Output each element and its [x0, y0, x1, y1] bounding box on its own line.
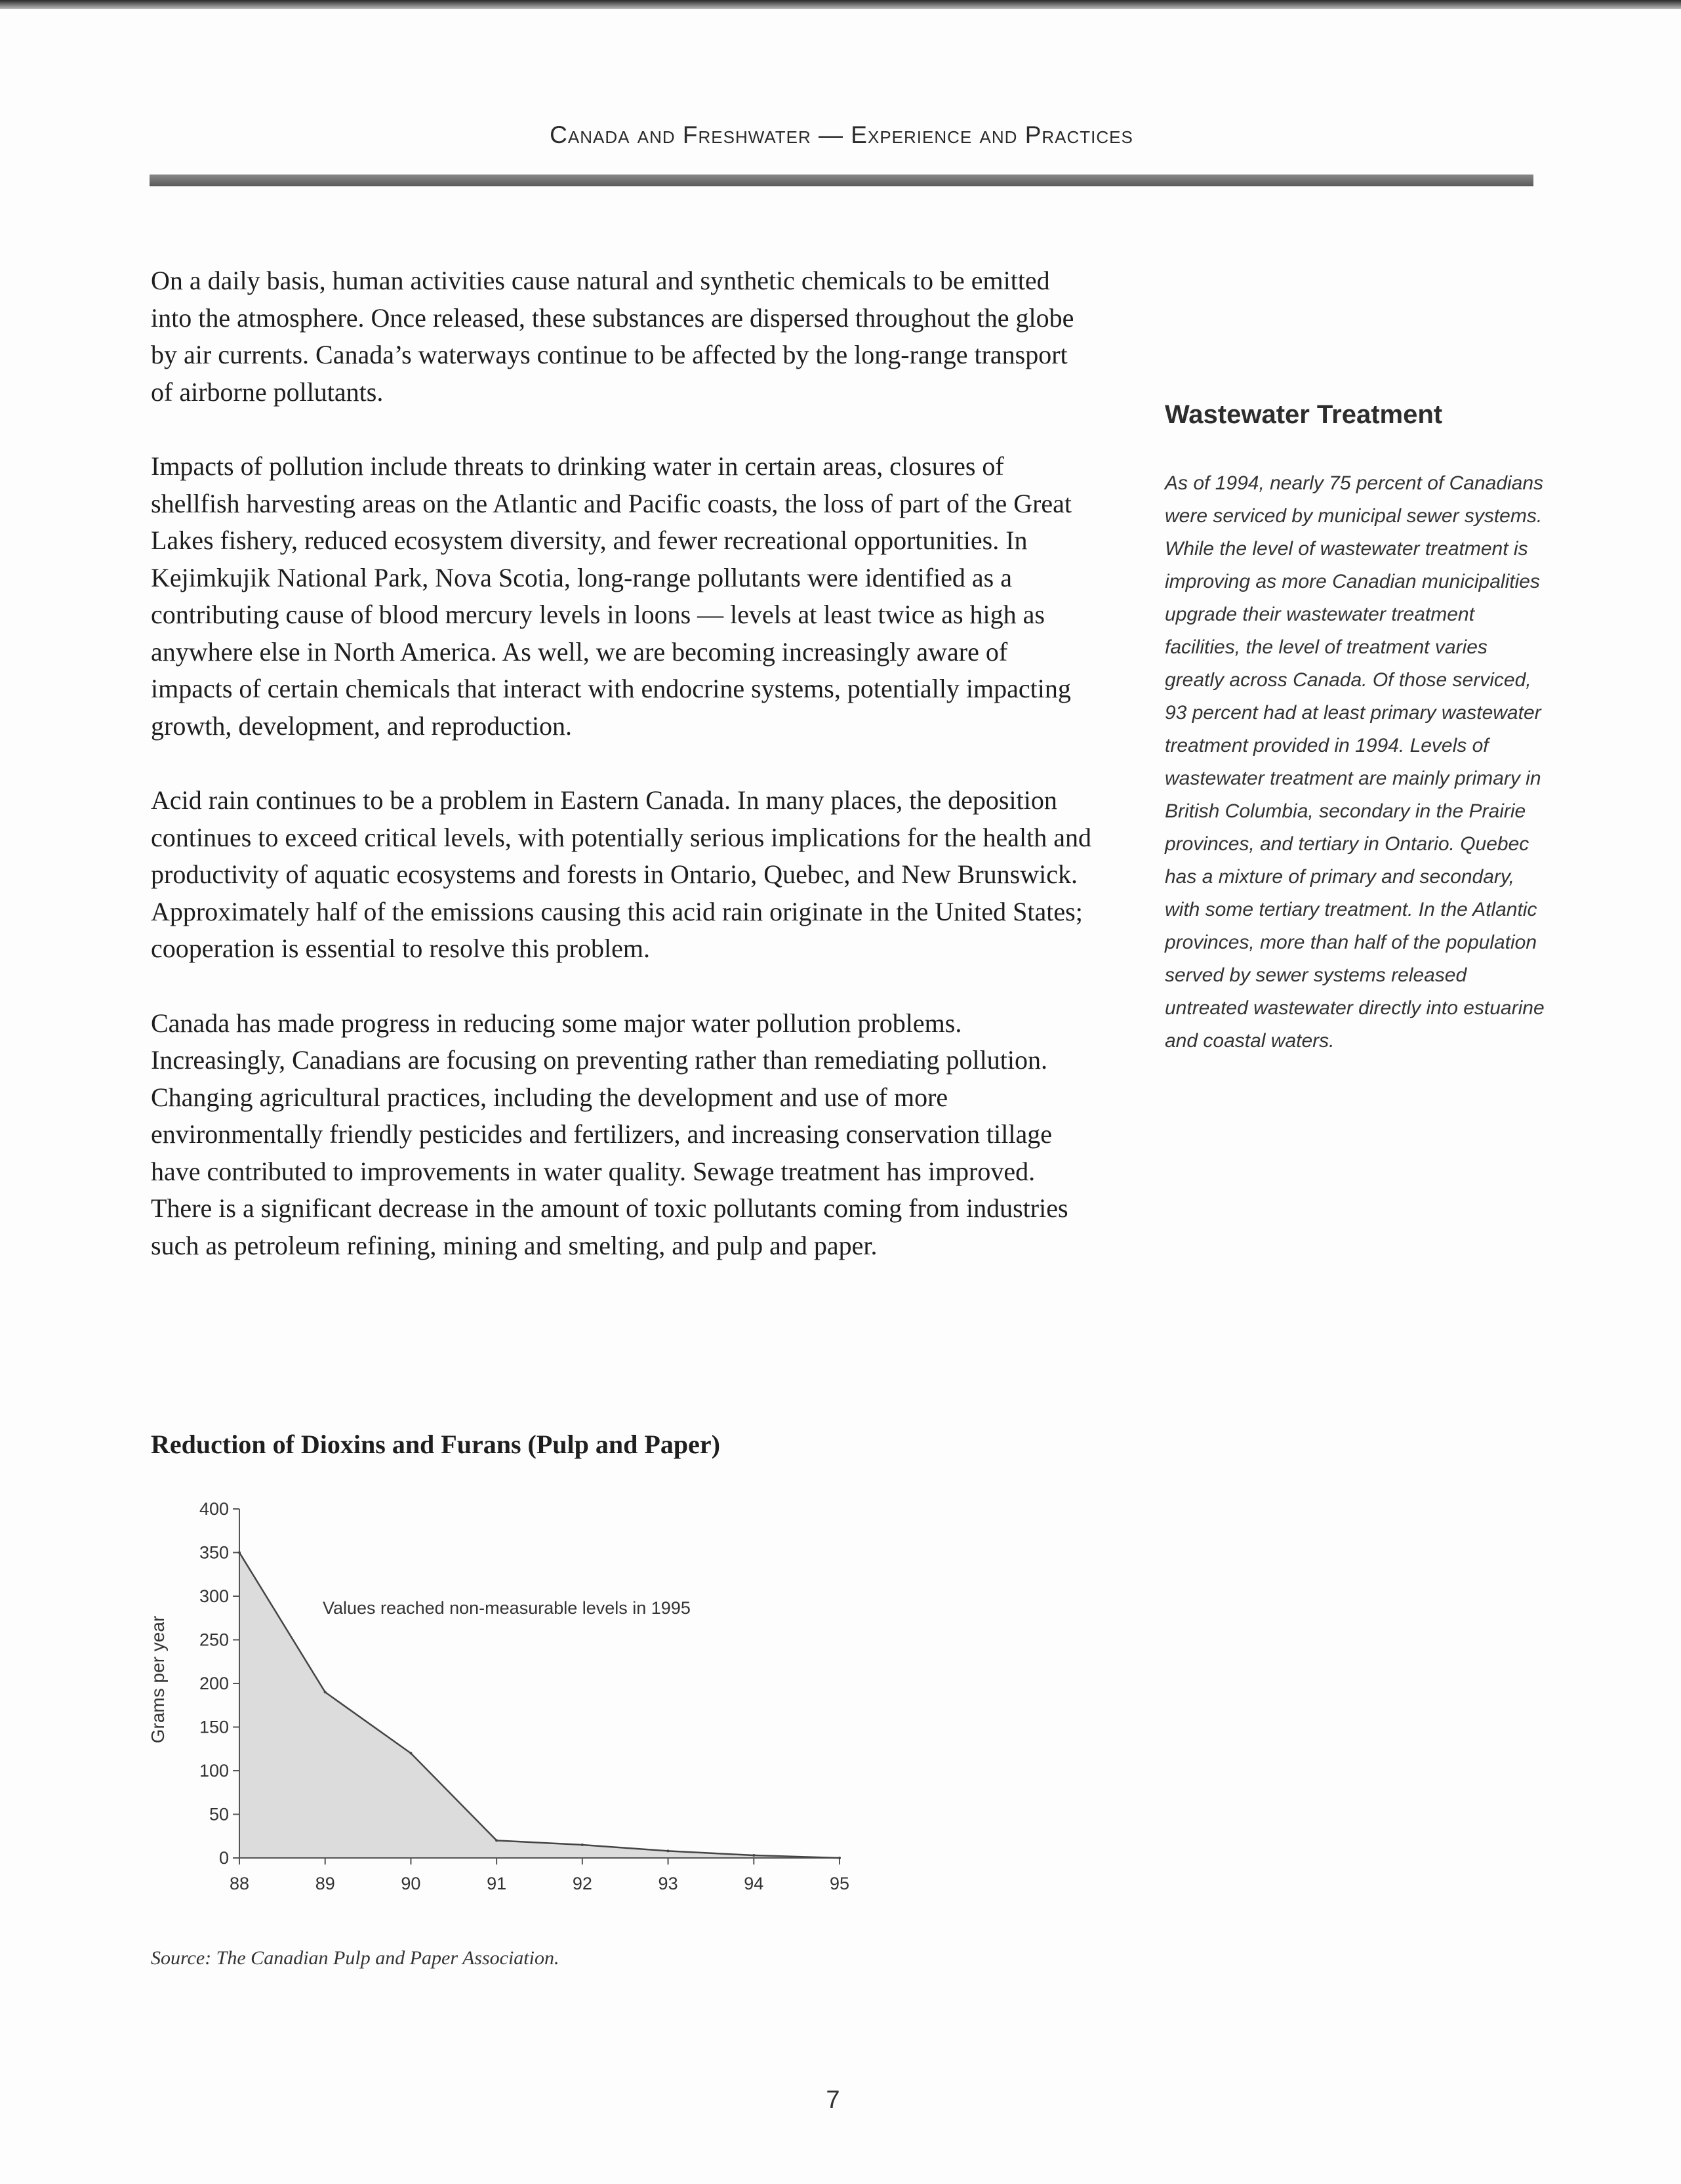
paragraph-4: Canada has made progress in reducing some major water pollution problems. Increasingly, Canadians are focusing on preventing rather than remediating pollution. Changing agricultural practices, including the development and use of more environmentally friendly pesticides and fertilizers, and increasing conservation tillage have contributed to improvements in water quality. Sewage treatment has improved. There is a significant decrease in the amount of toxic pollutants coming from industries such as petroleum refining, mining and smelting, and pulp and paper. — [151, 1008, 1068, 1260]
main-column — [151, 262, 1095, 1302]
header-rule — [150, 175, 1533, 186]
x-tick-label: 93 — [658, 1874, 678, 1893]
x-tick-label: 95 — [829, 1874, 850, 1893]
series — [238, 1509, 841, 1859]
y-tick-label: 50 — [209, 1804, 229, 1824]
y-tick-label: 300 — [199, 1586, 229, 1606]
paragraph-2: Impacts of pollution include threats to drinking water in certain areas, closures of shellfish harvesting areas on the Atlantic and Pacific coasts, the loss of part of the Great Lakes fishery, reduced ecosystem diversity, and fewer recreational opportunities. In Kejimkujik National Park, Nova Scotia, long-range pollutants were identified as a contributing cause of blood mercury levels in loons — levels at least twice as high as anywhere else in North America. As well, we are becoming increasingly aware of impacts of certain chemicals that interact with endocrine systems, potentially impacting growth, development, and reproduction. — [151, 451, 1072, 741]
y-tick-label: 150 — [199, 1717, 229, 1737]
chart-title: Reduction of Dioxins and Furans (Pulp and Paper) — [151, 1430, 720, 1459]
sidebar-text: As of 1994, nearly 75 percent of Canadians were serviced by municipal sewer systems. While the level of wastewater treatment is improving as more Canadian municipalities upgrade their wastewater treatment facilities, the level of treatment varies greatly across Canada. Of those serviced, 93 percent had at least primary wastewater treatment provided in 1994. Levels of wastewater treatment are mainly primary in British Columbia, secondary in the Prairie provinces, and tertiary in Ontario. Quebec has a mixture of primary and secondary, with some tertiary treatment. In the Atlantic provinces, more than half of the population served by sewer systems released untreated wastewater directly into estuarine and coastal waters. — [1165, 472, 1545, 1052]
page-number: 7 — [826, 2086, 840, 2114]
chart-svg — [144, 1489, 866, 1909]
x-tick-label: 88 — [229, 1874, 250, 1893]
source-note: Source: The Canadian Pulp and Paper Association. — [151, 1947, 559, 1969]
data-point — [495, 1839, 498, 1842]
y-tick-label: 350 — [199, 1542, 229, 1563]
data-point — [324, 1691, 327, 1693]
y-tick-label: 0 — [218, 1848, 229, 1868]
x-tick-label: 94 — [744, 1874, 764, 1893]
y-tick-label: 250 — [199, 1630, 229, 1650]
dioxins-chart — [144, 1489, 866, 1909]
sidebar-title: Wastewater Treatment — [1165, 400, 1443, 429]
y-axis-label: Grams per year — [148, 1615, 168, 1744]
y-tick-label: 100 — [199, 1761, 229, 1781]
x-ticks — [230, 1858, 849, 1893]
data-point — [752, 1854, 755, 1857]
data-point — [838, 1857, 841, 1859]
data-point — [409, 1752, 412, 1754]
x-tick-label: 91 — [487, 1874, 507, 1893]
x-tick-label: 92 — [572, 1874, 592, 1893]
running-header: Canada and Freshwater — Experience and Practices — [550, 121, 1133, 148]
y-tick-label: 200 — [199, 1674, 229, 1693]
paragraph-3: Acid rain continues to be a problem in Eastern Canada. In many places, the deposition continues to exceed critical levels, with potentially serious implications for the health and productivity of aquatic ecosystems and forests in Ontario, Quebec, and New Brunswick. Approximately half of the emissions causing this acid rain originate in the United States; cooperation is essential to resolve this problem. — [151, 785, 1092, 963]
y-ticks — [199, 1499, 239, 1868]
data-point — [238, 1552, 241, 1554]
data-point — [581, 1844, 584, 1846]
y-tick-label: 400 — [199, 1499, 229, 1519]
chart-annotation: Values reached non-measurable levels in 1995 — [323, 1598, 691, 1618]
data-point — [667, 1849, 670, 1852]
x-tick-label: 89 — [315, 1874, 335, 1893]
paragraph-1: On a daily basis, human activities cause natural and synthetic chemicals to be emitted into the atmosphere. Once released, these substances are dispersed throughout the globe by air currents. Canada’s waterways continue to be affected by the long-range transport of airborne pollutants. — [151, 266, 1074, 407]
page-top-edge — [0, 0, 1681, 9]
x-tick-label: 90 — [401, 1874, 421, 1893]
